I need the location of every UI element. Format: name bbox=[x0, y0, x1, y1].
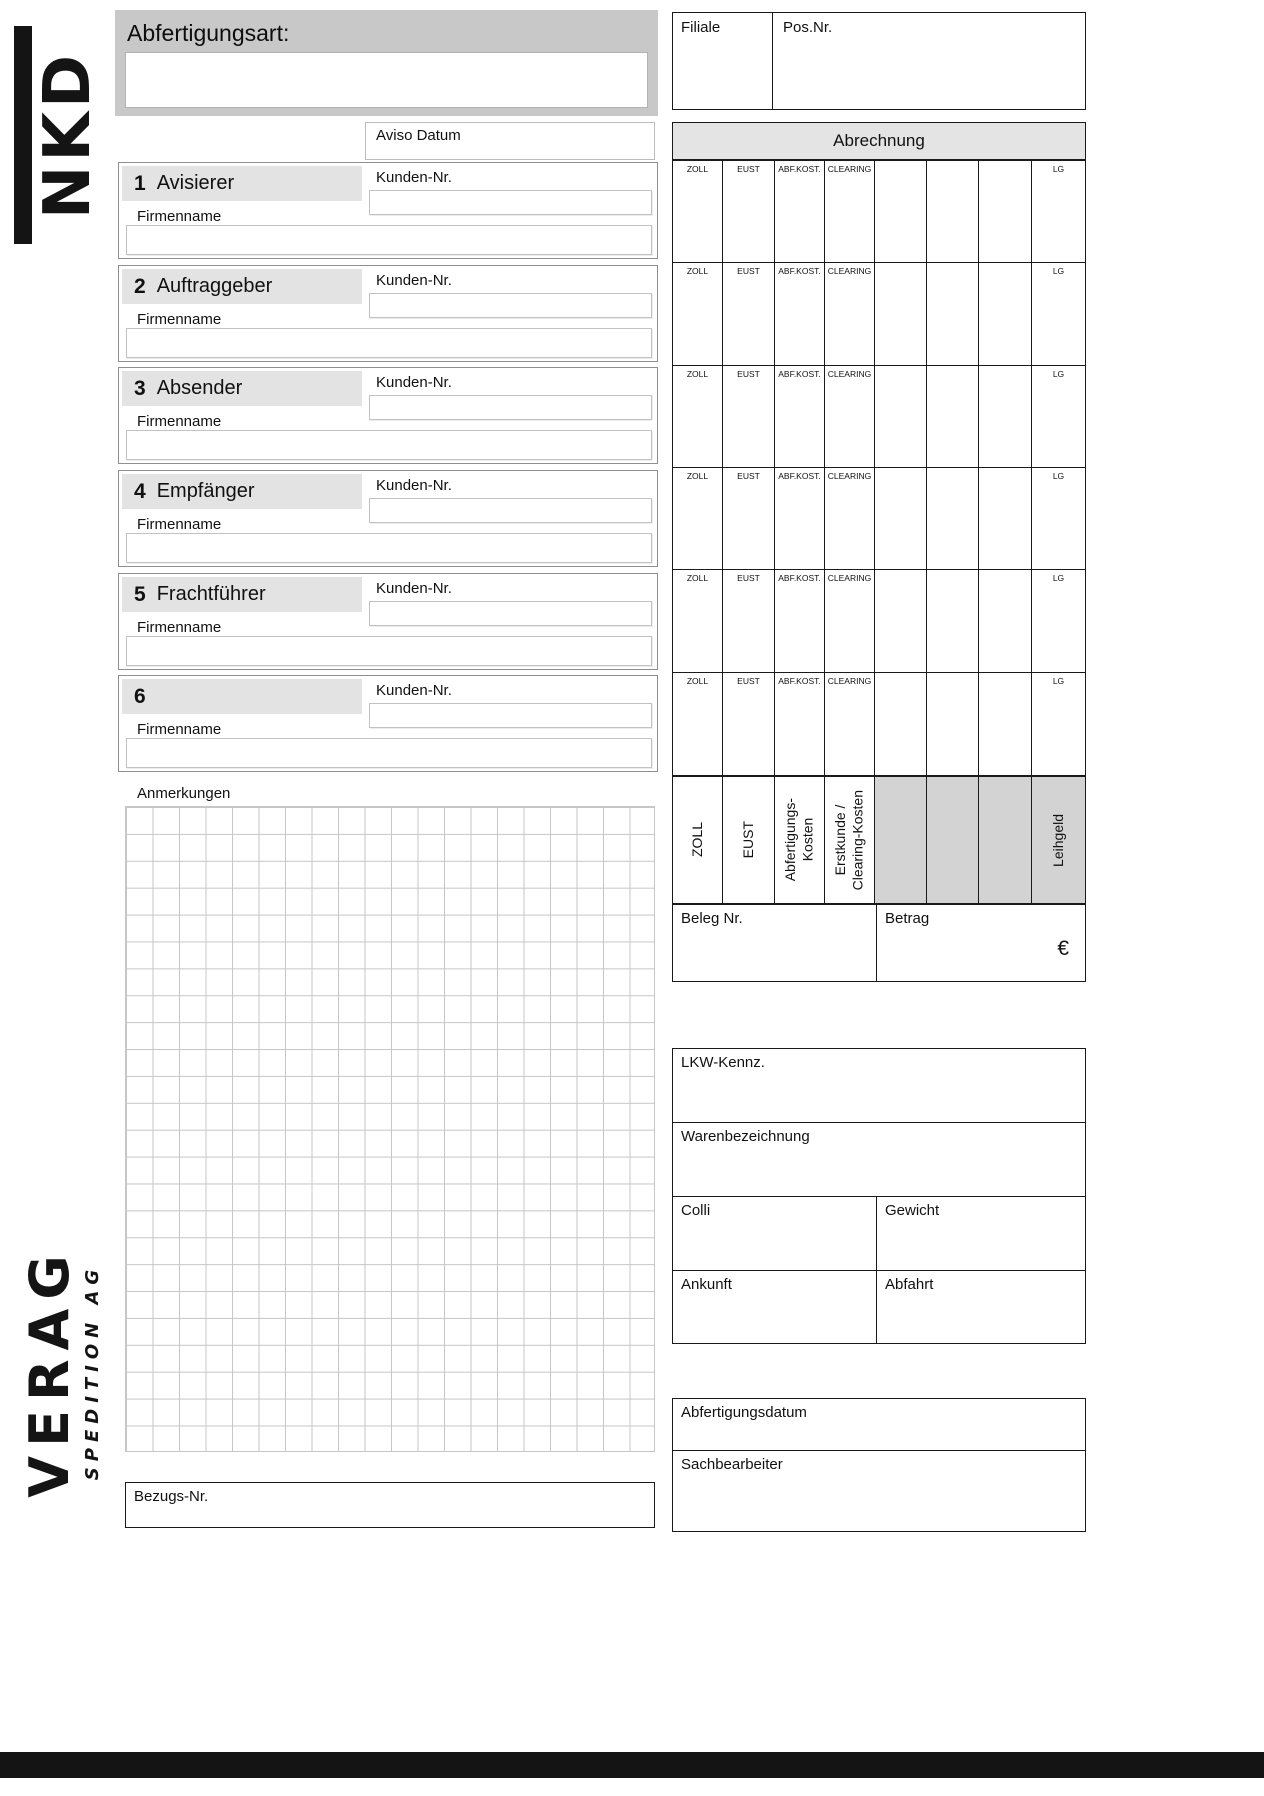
column-header: ZOLL bbox=[686, 675, 709, 686]
firmenname-input[interactable] bbox=[126, 738, 652, 768]
abfertigungsdatum-field[interactable] bbox=[673, 1399, 1085, 1451]
filiale-label: Filiale bbox=[681, 19, 721, 36]
column-header: ABF.KOST. bbox=[778, 368, 821, 379]
abfahrt-label: Abfahrt bbox=[885, 1276, 934, 1293]
sachbearbeiter-field[interactable] bbox=[673, 1451, 1085, 1531]
party-number: 4 bbox=[134, 479, 146, 503]
vertical-label-abfertigungskosten bbox=[782, 798, 817, 881]
abrechnung-cell[interactable] bbox=[927, 468, 979, 569]
party-title-band bbox=[122, 166, 362, 201]
abrechnung-cell[interactable] bbox=[927, 673, 979, 775]
colli-label: Colli bbox=[681, 1202, 711, 1219]
column-header: LG bbox=[1052, 164, 1065, 174]
abrechnung-row bbox=[673, 366, 1085, 468]
lkw-kennz-field[interactable] bbox=[673, 1049, 1085, 1123]
column-header: ZOLL bbox=[686, 368, 709, 379]
party-number: 6 bbox=[134, 684, 146, 708]
abrechnung-cell-eust[interactable] bbox=[723, 673, 775, 775]
warenbezeichnung-label: Warenbezeichnung bbox=[681, 1128, 810, 1145]
column-header: LG bbox=[1052, 471, 1065, 481]
abrechnung-cell-clearing[interactable] bbox=[825, 673, 875, 775]
nkd-logo-text: NKD bbox=[31, 50, 105, 220]
processing-box bbox=[672, 1398, 1086, 1532]
party-title-band bbox=[122, 371, 362, 406]
abrechnung-cell[interactable] bbox=[875, 570, 927, 671]
abrechnung-row bbox=[673, 570, 1085, 672]
bezugs-nr-field[interactable] bbox=[125, 1482, 655, 1528]
column-header: EUST bbox=[737, 266, 760, 277]
abfertigungsart-block bbox=[115, 10, 658, 116]
posnr-label: Pos.Nr. bbox=[783, 19, 833, 36]
posnr-field[interactable] bbox=[773, 13, 1085, 109]
column-header: CLEARING bbox=[827, 266, 872, 277]
column-header: ABF.KOST. bbox=[778, 266, 821, 277]
column-header: CLEARING bbox=[827, 368, 872, 379]
abrechnung-cell-zoll[interactable] bbox=[673, 161, 723, 262]
abrechnung-cell-lg[interactable] bbox=[1032, 263, 1085, 364]
party-number: 3 bbox=[134, 376, 146, 400]
bottom-bar bbox=[0, 1752, 1264, 1778]
column-header: ZOLL bbox=[686, 266, 709, 277]
abrechnung-cell-clearing[interactable] bbox=[825, 468, 875, 569]
firmenname-input[interactable] bbox=[126, 533, 652, 563]
anmerkungen-label: Anmerkungen bbox=[137, 785, 231, 802]
kunden-nr-label: Kunden-Nr. bbox=[376, 374, 452, 391]
party-number: 5 bbox=[134, 582, 146, 606]
abrechnung-cell-zoll[interactable] bbox=[673, 468, 723, 569]
abrechnung-cell[interactable] bbox=[979, 366, 1032, 467]
kunden-nr-input[interactable] bbox=[369, 190, 652, 215]
abrechnung-cell-lg[interactable] bbox=[1032, 673, 1085, 775]
verag-logo-text: VERAG bbox=[18, 1246, 81, 1498]
column-header: ABF.KOST. bbox=[778, 675, 821, 686]
beleg-nr-field[interactable] bbox=[673, 905, 877, 981]
abrechnung-row bbox=[673, 673, 1085, 775]
party-section-empfaenger bbox=[118, 470, 658, 567]
party-number: 1 bbox=[134, 171, 146, 195]
column-header: LG bbox=[1052, 266, 1065, 277]
firmenname-input[interactable] bbox=[126, 430, 652, 460]
footer-cell-empty bbox=[927, 777, 979, 903]
abrechnung-cell-lg[interactable] bbox=[1032, 161, 1085, 262]
abrechnung-cell-clearing[interactable] bbox=[825, 570, 875, 671]
footer-cell-abfertigungskosten bbox=[775, 777, 825, 903]
vertical-label-clearingkosten bbox=[832, 790, 867, 890]
firmenname-input[interactable] bbox=[126, 225, 652, 255]
abrechnung-cell[interactable] bbox=[875, 673, 927, 775]
betrag-field[interactable] bbox=[877, 905, 1085, 981]
abrechnung-row bbox=[673, 161, 1085, 263]
abrechnung-cell-eust[interactable] bbox=[723, 366, 775, 467]
lkw-kennz-label: LKW-Kennz. bbox=[681, 1054, 765, 1071]
abrechnung-cell[interactable] bbox=[979, 673, 1032, 775]
column-header: ABF.KOST. bbox=[778, 164, 821, 174]
firmenname-input[interactable] bbox=[126, 636, 652, 666]
abrechnung-cell-zoll[interactable] bbox=[673, 570, 723, 671]
kunden-nr-label: Kunden-Nr. bbox=[376, 682, 452, 699]
vertical-label-line: Erstkunde / bbox=[832, 804, 848, 876]
sachbearbeiter-label: Sachbearbeiter bbox=[681, 1456, 783, 1473]
column-header: EUST bbox=[737, 573, 760, 584]
party-name: Frachtführer bbox=[156, 583, 266, 605]
abrechnung-cell[interactable] bbox=[927, 263, 979, 364]
abrechnung-cell-eust[interactable] bbox=[723, 263, 775, 364]
column-header: EUST bbox=[737, 471, 760, 481]
party-title-band bbox=[122, 474, 362, 509]
abrechnung-cell-lg[interactable] bbox=[1032, 366, 1085, 467]
anmerkungen-grid[interactable] bbox=[125, 806, 655, 1452]
column-header: ZOLL bbox=[686, 471, 709, 481]
warenbezeichnung-field[interactable] bbox=[673, 1123, 1085, 1197]
filiale-field[interactable] bbox=[673, 13, 773, 109]
abrechnung-cell-abfkost[interactable] bbox=[775, 263, 825, 364]
abfertigungsdatum-label: Abfertigungsdatum bbox=[681, 1404, 807, 1421]
abrechnung-cell[interactable] bbox=[979, 570, 1032, 671]
firmenname-label: Firmenname bbox=[137, 311, 222, 328]
column-header: CLEARING bbox=[827, 164, 872, 174]
kunden-nr-label: Kunden-Nr. bbox=[376, 477, 452, 494]
abrechnung-row bbox=[673, 263, 1085, 365]
party-title-band bbox=[122, 577, 362, 612]
party-name: Avisierer bbox=[156, 172, 235, 194]
aviso-datum-label: Aviso Datum bbox=[376, 127, 461, 144]
colli-field[interactable] bbox=[673, 1197, 877, 1270]
party-section-avisierer bbox=[118, 162, 658, 259]
footer-cell-leihgeld bbox=[1032, 777, 1085, 903]
abrechnung-cell[interactable] bbox=[927, 161, 979, 262]
euro-symbol: € bbox=[1057, 937, 1069, 960]
abrechnung-cell-eust[interactable] bbox=[723, 468, 775, 569]
column-header: EUST bbox=[737, 368, 760, 379]
ankunft-field[interactable] bbox=[673, 1271, 877, 1343]
party-name: Auftraggeber bbox=[156, 275, 273, 297]
verag-subtitle: SPEDITION AG bbox=[82, 1263, 103, 1481]
beleg-betrag-row bbox=[672, 904, 1086, 982]
colli-gewicht-row bbox=[673, 1197, 1085, 1271]
column-header: EUST bbox=[737, 164, 760, 174]
vertical-label-eust: EUST bbox=[739, 821, 756, 859]
abrechnung-cell-clearing[interactable] bbox=[825, 366, 875, 467]
party-section-auftraggeber bbox=[118, 265, 658, 362]
kunden-nr-input[interactable] bbox=[369, 601, 652, 626]
column-header: ZOLL bbox=[686, 164, 709, 174]
gewicht-label: Gewicht bbox=[885, 1202, 940, 1219]
shipment-details-box bbox=[672, 1048, 1086, 1344]
abfertigungsart-input[interactable] bbox=[125, 52, 648, 108]
footer-cell-eust bbox=[723, 777, 775, 903]
column-header: ABF.KOST. bbox=[778, 471, 821, 481]
party-title-band bbox=[122, 679, 362, 714]
abrechnung-cell-eust[interactable] bbox=[723, 161, 775, 262]
column-header: LG bbox=[1052, 368, 1065, 379]
firmenname-input[interactable] bbox=[126, 328, 652, 358]
abrechnung-cell-zoll[interactable] bbox=[673, 673, 723, 775]
abfertigungsart-label: Abfertigungsart: bbox=[127, 20, 290, 46]
firmenname-label: Firmenname bbox=[137, 516, 222, 533]
abrechnung-header: Abrechnung bbox=[672, 122, 1086, 160]
abrechnung-cell[interactable] bbox=[875, 263, 927, 364]
nkd-logo bbox=[14, 26, 105, 244]
party-title-band bbox=[122, 269, 362, 304]
vertical-label-zoll: ZOLL bbox=[688, 822, 705, 858]
abfahrt-field[interactable] bbox=[877, 1271, 1085, 1343]
abrechnung-cell[interactable] bbox=[875, 161, 927, 262]
abrechnung-cell[interactable] bbox=[979, 263, 1032, 364]
abrechnung-cell-lg[interactable] bbox=[1032, 468, 1085, 569]
party-section-6 bbox=[118, 675, 658, 772]
kunden-nr-input[interactable] bbox=[369, 293, 652, 318]
abrechnung-cell[interactable] bbox=[875, 366, 927, 467]
abrechnung-cell-clearing[interactable] bbox=[825, 161, 875, 262]
column-header: LG bbox=[1052, 675, 1065, 686]
firmenname-label: Firmenname bbox=[137, 721, 222, 738]
abrechnung-cell[interactable] bbox=[979, 468, 1032, 569]
footer-cell-empty bbox=[875, 777, 927, 903]
abrechnung-cell-lg[interactable] bbox=[1032, 570, 1085, 671]
abrechnung-cell-abfkost[interactable] bbox=[775, 673, 825, 775]
abrechnung-cell[interactable] bbox=[927, 366, 979, 467]
kunden-nr-input[interactable] bbox=[369, 703, 652, 728]
abrechnung-cell-abfkost[interactable] bbox=[775, 570, 825, 671]
column-header: CLEARING bbox=[827, 573, 872, 584]
abrechnung-row bbox=[673, 468, 1085, 570]
kunden-nr-input[interactable] bbox=[369, 395, 652, 420]
ankunft-label: Ankunft bbox=[681, 1276, 732, 1293]
footer-cell-zoll bbox=[673, 777, 723, 903]
abrechnung-cell-abfkost[interactable] bbox=[775, 161, 825, 262]
abrechnung-cell[interactable] bbox=[979, 161, 1032, 262]
abrechnung-cell[interactable] bbox=[875, 468, 927, 569]
abrechnung-cell-abfkost[interactable] bbox=[775, 468, 825, 569]
abrechnung-cell-clearing[interactable] bbox=[825, 263, 875, 364]
betrag-label: Betrag bbox=[885, 910, 930, 927]
column-header: ABF.KOST. bbox=[778, 573, 821, 584]
abrechnung-cell-zoll[interactable] bbox=[673, 263, 723, 364]
abrechnung-cell-zoll[interactable] bbox=[673, 366, 723, 467]
kunden-nr-label: Kunden-Nr. bbox=[376, 169, 452, 186]
party-section-frachtfuehrer bbox=[118, 573, 658, 670]
column-header: CLEARING bbox=[827, 471, 872, 481]
firmenname-label: Firmenname bbox=[137, 619, 222, 636]
column-header: EUST bbox=[737, 675, 760, 686]
firmenname-label: Firmenname bbox=[137, 413, 222, 430]
vertical-label-line: Kosten bbox=[799, 818, 816, 862]
abrechnung-cell[interactable] bbox=[927, 570, 979, 671]
abrechnung-cell-eust[interactable] bbox=[723, 570, 775, 671]
ankunft-abfahrt-row bbox=[673, 1271, 1085, 1343]
vertical-label-line: Abfertigungs- bbox=[782, 798, 798, 882]
aviso-datum-field[interactable] bbox=[365, 122, 655, 160]
firmenname-label: Firmenname bbox=[137, 208, 222, 225]
party-name: Empfänger bbox=[156, 480, 255, 502]
beleg-nr-label: Beleg Nr. bbox=[681, 910, 743, 927]
footer-cell-empty bbox=[979, 777, 1032, 903]
abrechnung-footer bbox=[672, 776, 1086, 904]
party-name: Absender bbox=[156, 377, 243, 399]
footer-cell-clearingkosten bbox=[825, 777, 875, 903]
bezugs-nr-label: Bezugs-Nr. bbox=[134, 1488, 209, 1505]
kunden-nr-label: Kunden-Nr. bbox=[376, 272, 452, 289]
party-number: 2 bbox=[134, 274, 146, 298]
verag-logo bbox=[18, 1222, 110, 1522]
kunden-nr-input[interactable] bbox=[369, 498, 652, 523]
abrechnung-cell-abfkost[interactable] bbox=[775, 366, 825, 467]
filiale-posnr-box bbox=[672, 12, 1086, 110]
gewicht-field[interactable] bbox=[877, 1197, 1085, 1270]
column-header: CLEARING bbox=[827, 675, 872, 686]
kunden-nr-label: Kunden-Nr. bbox=[376, 580, 452, 597]
party-section-absender bbox=[118, 367, 658, 464]
abrechnung-table bbox=[672, 160, 1086, 776]
vertical-label-line: Clearing-Kosten bbox=[849, 789, 866, 891]
vertical-label-leihgeld: Leihgeld bbox=[1049, 813, 1066, 867]
column-header: ZOLL bbox=[686, 573, 709, 584]
column-header: LG bbox=[1052, 573, 1065, 584]
